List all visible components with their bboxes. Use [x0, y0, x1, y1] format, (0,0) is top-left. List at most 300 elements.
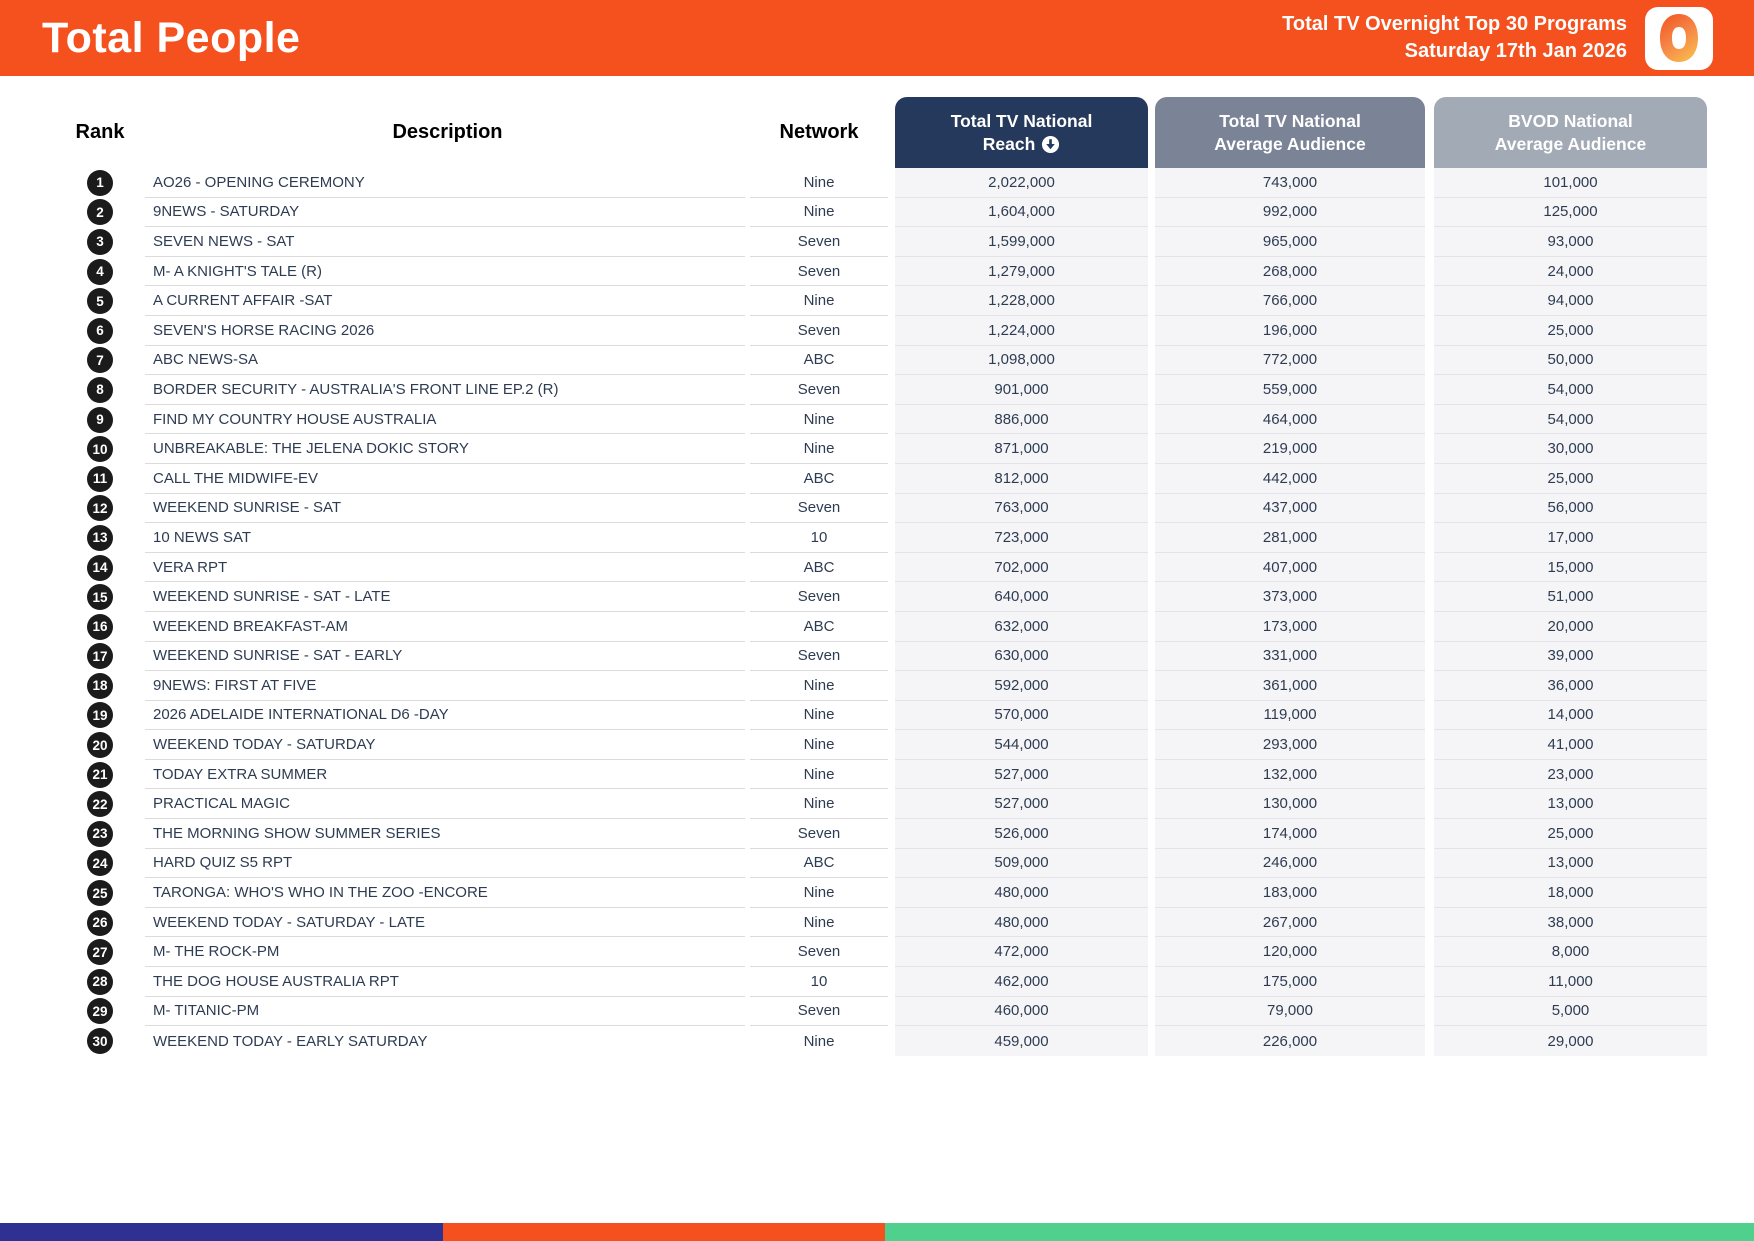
column-gap	[888, 789, 895, 819]
column-gap	[888, 346, 895, 376]
description-cell: SEVEN NEWS - SAT	[145, 227, 745, 257]
rank-cell	[55, 642, 145, 672]
rank-badge: 19	[87, 702, 113, 728]
rank-cell	[55, 671, 145, 701]
table-row	[55, 464, 1707, 494]
column-gap	[888, 730, 895, 760]
footer-segment-green	[885, 1223, 1754, 1241]
avg-audience-cell: 79,000	[1155, 997, 1425, 1027]
description-cell: 9NEWS: FIRST AT FIVE	[145, 671, 745, 701]
network-cell: Seven	[750, 642, 888, 672]
rank-badge: 16	[87, 614, 113, 640]
reach-cell: 640,000	[895, 582, 1148, 612]
oztam-logo	[1645, 7, 1713, 70]
reach-cell: 886,000	[895, 405, 1148, 435]
column-gap	[1148, 849, 1155, 879]
avg-audience-cell: 965,000	[1155, 227, 1425, 257]
reach-cell: 901,000	[895, 375, 1148, 405]
report-subtitle	[1282, 11, 1627, 65]
column-gap	[1148, 97, 1155, 168]
column-gap	[1425, 671, 1434, 701]
description-cell: 9NEWS - SATURDAY	[145, 198, 745, 228]
avg-audience-cell: 281,000	[1155, 523, 1425, 553]
bvod-cell: 93,000	[1434, 227, 1707, 257]
column-gap	[1148, 464, 1155, 494]
column-gap	[888, 849, 895, 879]
network-cell: Nine	[750, 168, 888, 198]
avg-audience-cell: 407,000	[1155, 553, 1425, 583]
rank-cell	[55, 701, 145, 731]
column-gap	[1425, 701, 1434, 731]
table-row	[55, 760, 1707, 790]
bvod-cell: 36,000	[1434, 671, 1707, 701]
column-gap	[1148, 168, 1155, 198]
description-cell: WEEKEND SUNRISE - SAT - EARLY	[145, 642, 745, 672]
avg-audience-cell: 743,000	[1155, 168, 1425, 198]
description-cell: 10 NEWS SAT	[145, 523, 745, 553]
column-gap	[1425, 612, 1434, 642]
description-cell: WEEKEND TODAY - SATURDAY - LATE	[145, 908, 745, 938]
network-cell: Seven	[750, 316, 888, 346]
network-cell: Nine	[750, 908, 888, 938]
reach-cell: 570,000	[895, 701, 1148, 731]
rank-cell	[55, 582, 145, 612]
table-row	[55, 1026, 1707, 1056]
rank-badge: 7	[87, 347, 113, 373]
description-cell: VERA RPT	[145, 553, 745, 583]
description-cell: WEEKEND BREAKFAST-AM	[145, 612, 745, 642]
table-row	[55, 937, 1707, 967]
network-cell: Seven	[750, 227, 888, 257]
description-cell: WEEKEND TODAY - SATURDAY	[145, 730, 745, 760]
description-cell: SEVEN'S HORSE RACING 2026	[145, 316, 745, 346]
column-gap	[888, 286, 895, 316]
page-title: Total People	[42, 13, 301, 62]
rank-cell	[55, 227, 145, 257]
bvod-cell: 11,000	[1434, 967, 1707, 997]
column-gap	[1148, 612, 1155, 642]
column-gap	[1425, 967, 1434, 997]
rank-cell	[55, 967, 145, 997]
description-cell: WEEKEND SUNRISE - SAT - LATE	[145, 582, 745, 612]
column-gap	[1148, 671, 1155, 701]
reach-cell: 702,000	[895, 553, 1148, 583]
table-row	[55, 642, 1707, 672]
column-gap	[888, 878, 895, 908]
column-gap	[1148, 937, 1155, 967]
avg-audience-cell: 766,000	[1155, 286, 1425, 316]
reach-cell: 509,000	[895, 849, 1148, 879]
avg-audience-cell: 442,000	[1155, 464, 1425, 494]
top30-table	[55, 97, 1707, 1056]
avg-audience-cell: 183,000	[1155, 878, 1425, 908]
rank-badge: 22	[87, 791, 113, 817]
column-gap	[888, 464, 895, 494]
col-header-bvod[interactable]	[1434, 97, 1707, 168]
avg-audience-cell: 293,000	[1155, 730, 1425, 760]
column-gap	[1425, 789, 1434, 819]
column-gap	[1425, 257, 1434, 287]
bvod-cell: 18,000	[1434, 878, 1707, 908]
network-cell: Seven	[750, 375, 888, 405]
column-gap	[888, 198, 895, 228]
rank-badge: 30	[87, 1028, 113, 1054]
reach-cell: 632,000	[895, 612, 1148, 642]
network-cell: Seven	[750, 257, 888, 287]
table-row	[55, 553, 1707, 583]
column-gap	[1148, 257, 1155, 287]
bvod-cell: 56,000	[1434, 494, 1707, 524]
table-row	[55, 997, 1707, 1027]
rank-cell	[55, 997, 145, 1027]
column-gap	[888, 523, 895, 553]
reach-cell: 812,000	[895, 464, 1148, 494]
rank-cell	[55, 168, 145, 198]
rank-badge: 11	[87, 466, 113, 492]
reach-cell: 1,604,000	[895, 198, 1148, 228]
rank-badge: 2	[87, 199, 113, 225]
column-gap	[1425, 582, 1434, 612]
column-gap	[1148, 967, 1155, 997]
description-cell: M- THE ROCK-PM	[145, 937, 745, 967]
rank-badge: 25	[87, 880, 113, 906]
column-gap	[1425, 730, 1434, 760]
column-gap	[1425, 849, 1434, 879]
column-gap	[888, 1026, 895, 1056]
column-gap	[1148, 642, 1155, 672]
network-cell: ABC	[750, 849, 888, 879]
description-cell: A CURRENT AFFAIR -SAT	[145, 286, 745, 316]
reach-cell: 459,000	[895, 1026, 1148, 1056]
reach-cell: 460,000	[895, 997, 1148, 1027]
reach-cell: 1,224,000	[895, 316, 1148, 346]
column-gap	[1148, 701, 1155, 731]
sort-descending-icon	[1041, 135, 1060, 154]
description-cell: FIND MY COUNTRY HOUSE AUSTRALIA	[145, 405, 745, 435]
avg-audience-cell: 361,000	[1155, 671, 1425, 701]
table-row	[55, 849, 1707, 879]
rank-cell	[55, 878, 145, 908]
bvod-cell: 23,000	[1434, 760, 1707, 790]
column-gap	[888, 612, 895, 642]
report-date: Saturday 17th Jan 2026	[1404, 40, 1627, 62]
table-row	[55, 198, 1707, 228]
avg-audience-cell: 173,000	[1155, 612, 1425, 642]
table-body	[55, 168, 1707, 1056]
reach-cell: 544,000	[895, 730, 1148, 760]
column-gap	[1148, 789, 1155, 819]
network-cell: Seven	[750, 937, 888, 967]
avg-audience-cell: 130,000	[1155, 789, 1425, 819]
table-row	[55, 286, 1707, 316]
rank-cell	[55, 257, 145, 287]
avg-audience-cell: 464,000	[1155, 405, 1425, 435]
column-gap	[888, 316, 895, 346]
col-header-avg-line1: Total TV National	[1219, 110, 1361, 131]
table-header-row	[55, 97, 1707, 168]
column-gap	[1425, 97, 1434, 168]
bvod-cell: 29,000	[1434, 1026, 1707, 1056]
avg-audience-cell: 267,000	[1155, 908, 1425, 938]
bvod-cell: 5,000	[1434, 997, 1707, 1027]
rank-cell	[55, 523, 145, 553]
footer-segment-blue	[0, 1223, 443, 1241]
col-header-reach-line1: Total TV National	[950, 110, 1093, 131]
avg-audience-cell: 331,000	[1155, 642, 1425, 672]
bvod-cell: 8,000	[1434, 937, 1707, 967]
column-gap	[1425, 286, 1434, 316]
network-cell: Seven	[750, 494, 888, 524]
column-gap	[1148, 346, 1155, 376]
col-header-rank: Rank	[75, 121, 125, 143]
description-cell: TARONGA: WHO'S WHO IN THE ZOO -ENCORE	[145, 878, 745, 908]
table-row	[55, 523, 1707, 553]
network-cell: ABC	[750, 612, 888, 642]
column-gap	[1425, 168, 1434, 198]
column-gap	[1425, 937, 1434, 967]
bvod-cell: 101,000	[1434, 168, 1707, 198]
reach-cell: 1,599,000	[895, 227, 1148, 257]
network-cell: ABC	[750, 464, 888, 494]
column-gap	[888, 97, 895, 168]
description-cell: BORDER SECURITY - AUSTRALIA'S FRONT LINE EP.2 (R)	[145, 375, 745, 405]
rank-badge: 8	[87, 377, 113, 403]
reach-cell: 2,022,000	[895, 168, 1148, 198]
network-cell: Nine	[750, 701, 888, 731]
reach-cell: 526,000	[895, 819, 1148, 849]
avg-audience-cell: 174,000	[1155, 819, 1425, 849]
rank-badge: 13	[87, 525, 113, 551]
bvod-cell: 24,000	[1434, 257, 1707, 287]
reach-cell: 592,000	[895, 671, 1148, 701]
rank-badge: 5	[87, 288, 113, 314]
rank-cell	[55, 316, 145, 346]
table-row	[55, 701, 1707, 731]
col-header-network: Network	[779, 121, 859, 143]
table-row	[55, 819, 1707, 849]
reach-cell: 1,279,000	[895, 257, 1148, 287]
rank-cell	[55, 346, 145, 376]
bvod-cell: 25,000	[1434, 819, 1707, 849]
description-cell: M- A KNIGHT'S TALE (R)	[145, 257, 745, 287]
rank-cell	[55, 434, 145, 464]
reach-cell: 1,098,000	[895, 346, 1148, 376]
avg-audience-cell: 132,000	[1155, 760, 1425, 790]
bvod-cell: 41,000	[1434, 730, 1707, 760]
col-header-avg-line2: Average Audience	[1214, 133, 1366, 154]
column-gap	[888, 701, 895, 731]
column-gap	[888, 937, 895, 967]
description-cell: ABC NEWS-SA	[145, 346, 745, 376]
table-row	[55, 257, 1707, 287]
bvod-cell: 50,000	[1434, 346, 1707, 376]
rank-badge: 17	[87, 643, 113, 669]
rank-badge: 18	[87, 673, 113, 699]
network-cell: Seven	[750, 819, 888, 849]
column-gap	[1148, 908, 1155, 938]
table-row	[55, 671, 1707, 701]
col-header-reach[interactable]	[895, 97, 1148, 168]
reach-cell: 723,000	[895, 523, 1148, 553]
footer-segment-orange	[443, 1223, 885, 1241]
bvod-cell: 20,000	[1434, 612, 1707, 642]
bvod-cell: 14,000	[1434, 701, 1707, 731]
rank-badge: 24	[87, 850, 113, 876]
table-row	[55, 582, 1707, 612]
table-row	[55, 375, 1707, 405]
network-cell: Nine	[750, 878, 888, 908]
table-row	[55, 227, 1707, 257]
rank-cell	[55, 405, 145, 435]
rank-cell	[55, 464, 145, 494]
column-gap	[888, 908, 895, 938]
column-gap	[1425, 375, 1434, 405]
column-gap	[1425, 405, 1434, 435]
column-gap	[888, 671, 895, 701]
network-cell: 10	[750, 523, 888, 553]
description-cell: 2026 ADELAIDE INTERNATIONAL D6 -DAY	[145, 701, 745, 731]
table-row	[55, 967, 1707, 997]
column-gap	[1425, 819, 1434, 849]
description-cell: THE DOG HOUSE AUSTRALIA RPT	[145, 967, 745, 997]
table-row	[55, 434, 1707, 464]
rank-badge: 29	[87, 998, 113, 1024]
column-gap	[1148, 760, 1155, 790]
table-row	[55, 730, 1707, 760]
network-cell: Seven	[750, 582, 888, 612]
column-gap	[1425, 908, 1434, 938]
rank-cell	[55, 760, 145, 790]
column-gap	[1148, 997, 1155, 1027]
avg-audience-cell: 175,000	[1155, 967, 1425, 997]
description-cell: WEEKEND SUNRISE - SAT	[145, 494, 745, 524]
rank-badge: 4	[87, 259, 113, 285]
bvod-cell: 51,000	[1434, 582, 1707, 612]
column-gap	[888, 168, 895, 198]
network-cell: ABC	[750, 346, 888, 376]
rank-cell	[55, 730, 145, 760]
reach-cell: 472,000	[895, 937, 1148, 967]
column-gap	[1425, 316, 1434, 346]
column-gap	[1148, 286, 1155, 316]
report-subtitle-line1: Total TV Overnight Top 30 Programs	[1282, 13, 1627, 35]
col-header-description: Description	[392, 121, 503, 143]
rank-badge: 27	[87, 939, 113, 965]
avg-audience-cell: 437,000	[1155, 494, 1425, 524]
column-gap	[1425, 878, 1434, 908]
column-gap	[1148, 819, 1155, 849]
column-gap	[1148, 494, 1155, 524]
bvod-cell: 25,000	[1434, 316, 1707, 346]
column-gap	[1148, 730, 1155, 760]
col-header-avg-audience[interactable]	[1155, 97, 1425, 168]
zero-logo-icon	[1653, 11, 1705, 65]
table-row	[55, 789, 1707, 819]
table-row	[55, 878, 1707, 908]
column-gap	[1425, 523, 1434, 553]
column-gap	[888, 997, 895, 1027]
column-gap	[888, 760, 895, 790]
avg-audience-cell: 992,000	[1155, 198, 1425, 228]
table-row	[55, 908, 1707, 938]
rank-cell	[55, 612, 145, 642]
network-cell: Nine	[750, 405, 888, 435]
rank-badge: 9	[87, 407, 113, 433]
rank-cell	[55, 553, 145, 583]
network-cell: Nine	[750, 286, 888, 316]
avg-audience-cell: 226,000	[1155, 1026, 1425, 1056]
column-gap	[888, 227, 895, 257]
column-gap	[888, 375, 895, 405]
column-gap	[888, 642, 895, 672]
column-gap	[1148, 434, 1155, 464]
column-gap	[888, 553, 895, 583]
column-gap	[1148, 582, 1155, 612]
reach-cell: 527,000	[895, 760, 1148, 790]
reach-cell: 763,000	[895, 494, 1148, 524]
description-cell: WEEKEND TODAY - EARLY SATURDAY	[153, 1032, 428, 1050]
column-gap	[1425, 434, 1434, 464]
table-row	[55, 316, 1707, 346]
rank-badge: 12	[87, 495, 113, 521]
column-gap	[888, 434, 895, 464]
network-cell: Nine	[750, 198, 888, 228]
avg-audience-cell: 246,000	[1155, 849, 1425, 879]
bvod-cell: 25,000	[1434, 464, 1707, 494]
table-row	[55, 346, 1707, 376]
bvod-cell: 54,000	[1434, 375, 1707, 405]
column-gap	[1148, 1026, 1155, 1056]
column-gap	[1148, 316, 1155, 346]
description-cell: TODAY EXTRA SUMMER	[145, 760, 745, 790]
rank-badge: 28	[87, 969, 113, 995]
network-cell: Nine	[750, 671, 888, 701]
column-gap	[1425, 464, 1434, 494]
avg-audience-cell: 772,000	[1155, 346, 1425, 376]
network-cell: Nine	[750, 730, 888, 760]
column-gap	[1425, 346, 1434, 376]
network-cell: Nine	[803, 1032, 835, 1050]
reach-cell: 1,228,000	[895, 286, 1148, 316]
column-gap	[1425, 997, 1434, 1027]
avg-audience-cell: 373,000	[1155, 582, 1425, 612]
rank-cell	[55, 198, 145, 228]
bvod-cell: 54,000	[1434, 405, 1707, 435]
column-gap	[888, 967, 895, 997]
rank-cell	[55, 286, 145, 316]
network-cell: Nine	[750, 434, 888, 464]
description-cell: THE MORNING SHOW SUMMER SERIES	[145, 819, 745, 849]
header-right	[1282, 7, 1713, 70]
column-gap	[1425, 198, 1434, 228]
avg-audience-cell: 120,000	[1155, 937, 1425, 967]
bvod-cell: 30,000	[1434, 434, 1707, 464]
column-gap	[1425, 1026, 1434, 1056]
avg-audience-cell: 268,000	[1155, 257, 1425, 287]
rank-badge: 10	[87, 436, 113, 462]
column-gap	[1148, 375, 1155, 405]
rank-cell	[55, 789, 145, 819]
column-gap	[888, 819, 895, 849]
bvod-cell: 125,000	[1434, 198, 1707, 228]
column-gap	[1148, 553, 1155, 583]
avg-audience-cell: 559,000	[1155, 375, 1425, 405]
table-row	[55, 405, 1707, 435]
avg-audience-cell: 196,000	[1155, 316, 1425, 346]
rank-cell	[55, 1026, 145, 1056]
description-cell: M- TITANIC-PM	[145, 997, 745, 1027]
avg-audience-cell: 219,000	[1155, 434, 1425, 464]
